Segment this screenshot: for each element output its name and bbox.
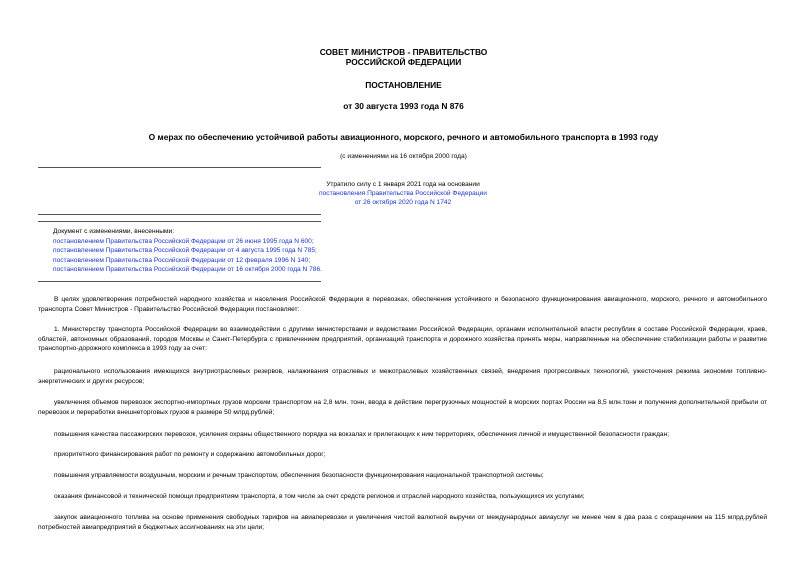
issuer-line-1: СОВЕТ МИНИСТРОВ - ПРАВИТЕЛЬСТВО xyxy=(319,47,488,57)
expired-link-line-2[interactable]: от 26 октября 2020 года N 1742 xyxy=(354,199,452,206)
amendment-link[interactable]: постановлением Правительства Российской Федерации от 26 июня 1995 года N 600; xyxy=(53,237,314,245)
expired-note xyxy=(253,180,553,207)
amendment-link[interactable]: постановлением Правительства Российской Федерации от 12 февраля 1996 N 140; xyxy=(53,256,311,264)
paragraph-preamble: В целях удовлетворения потребностей народного хозяйства и населения Российской Федерации в перевозках, обеспечения устойчивого и безопасного функционирования авиационного, морского, речного и автомобильного транспорта Совет Министров - Правительство Российской Федерации постановляет: xyxy=(38,296,767,313)
divider xyxy=(38,281,321,282)
issuer-line-2: РОССИЙСКОЙ ФЕДЕРАЦИИ xyxy=(345,57,462,67)
amendment-link[interactable]: постановлением Правительства Российской Федерации от 16 октября 2000 года N 786. xyxy=(53,266,322,274)
paragraph: закупок авиационного топлива на основе применения свободных тарифов на авиаперевозки и увеличения чистой валютной выручки от международных авиауслуг не менее чем в два раза с сокращением на 115 млрд.рублей потребностей авиапредприятий в бюджетных ассигнованиях на эти цели; xyxy=(38,514,767,531)
paragraph: рационального использования имеющихся внутриотраслевых резервов, налаживания отраслевых и межотраслевых хозяйственных связей, внедрения прогрессивных технологий, ужесточения режима экономии топливно-энергетических и других ресурсов; xyxy=(38,368,767,385)
paragraph: повышения управляемости воздушным, морским и речным транспортом, обеспечения безопасности функционирования национальной транспортной системы; xyxy=(54,472,544,479)
paragraph: оказания финансовой и технической помощи предприятиям транспорта, в том числе за счет средств регионов и отраслей народного хозяйства, пользующихся их услугами; xyxy=(54,493,585,500)
paragraph: повышения качества пассажирских перевозок, усиления охраны общественного порядка на вокзалах и прилегающих к ним территориях, обеспечения личной и имущественной безопасности граждан; xyxy=(54,431,670,438)
expired-text: Утратило силу с 1 января 2021 года на основании xyxy=(326,181,480,188)
document-date-number: от 30 августа 1993 года N 876 xyxy=(343,101,464,111)
paragraph: приоритетного финансирования работ по ремонту и содержанию автомобильных дорог; xyxy=(54,451,326,458)
expired-link-line-1[interactable]: постановления Правительства Российской Федерации xyxy=(319,190,487,197)
amendment-link[interactable]: постановлением Правительства Российской Федерации от 4 августа 1995 года N 785; xyxy=(53,247,317,255)
document-title: О мерах по обеспечению устойчивой работы авиационного, морского, речного и автомобильного транспорта в 1993 году xyxy=(148,132,659,142)
divider xyxy=(38,214,321,215)
paragraph: увеличения объемов перевозок экспортно-импортных грузов морским транспортом на 2,8 млн. тонн, ввода в действие перегрузочных мощностей в морских портах России на 8,5 млн.тонн и получения дополнительной прибыли от перевозок и переработки внешнеторговых грузов в размере 50 млрд.рублей; xyxy=(38,399,767,416)
amendments-list xyxy=(53,227,322,275)
divider xyxy=(38,167,321,168)
divider xyxy=(38,221,321,222)
document-type: ПОСТАНОВЛЕНИЕ xyxy=(365,80,442,90)
amendments-intro: Документ с изменениями, внесенными: xyxy=(53,228,175,235)
paragraph-item-1: 1. Министерству транспорта Российской Федерации во взаимодействии с другими министерствами и ведомствами Российской Федерации, органами исполнительной власти республик в составе Российской Федерации, краев, областей, автономных образований, городов Москвы и Санкт-Петербурга с привлечением предприятий, организаций транспорта и дорожного хозяйства принять меры, направленные на обеспечение стабилизации работы и развитие транспортно-дорожного комплекса в 1993 году за счет: xyxy=(38,326,767,352)
amendment-note: (с изменениями на 16 октября 2000 года) xyxy=(340,153,467,160)
